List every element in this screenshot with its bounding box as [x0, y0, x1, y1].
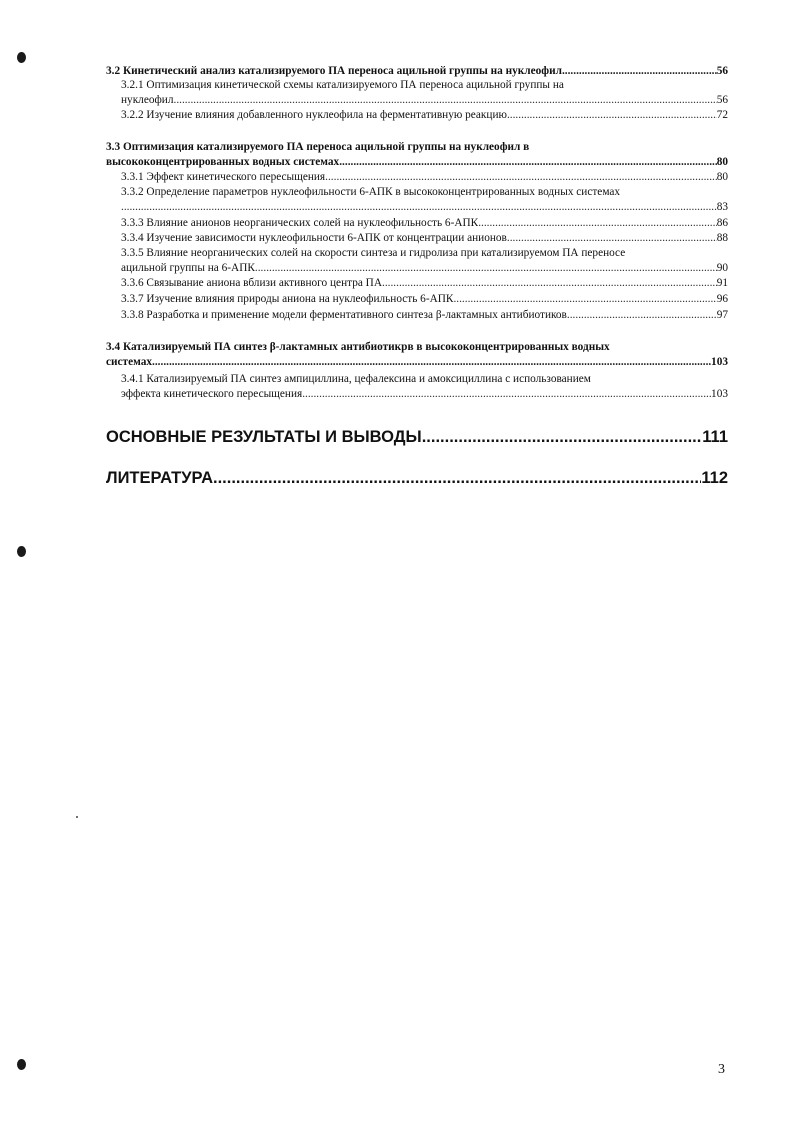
leader-dots	[255, 261, 717, 275]
toc-entry-literature[interactable]: ЛИТЕРАТУРА ..... 112	[106, 468, 728, 488]
toc-entry-3-3-7[interactable]: 3.3.7 Изучение влияния природы аниона на нуклеофильность 6-АПК ..... 96	[121, 292, 728, 306]
page-ref: 86	[716, 217, 728, 229]
leader-dots	[325, 170, 717, 184]
toc-entry-3-4[interactable]: системах ..... 103	[106, 355, 728, 369]
page-ref: 90	[716, 262, 728, 274]
page-ref: 80	[716, 156, 728, 168]
leader-dots	[562, 64, 717, 78]
page-ref: 80	[716, 171, 728, 183]
leader-dots	[507, 108, 717, 122]
toc-entry-3-4-line1[interactable]: 3.4 Катализируемый ПА синтез β-лактамных антибиотикрв в высококонцентрированных водных	[106, 341, 610, 353]
leader-dots	[453, 292, 716, 306]
toc-entry-3-2[interactable]: 3.2 Кинетический анализ катализируемого ПА переноса ацильной группы на нуклеофил ..... 56	[106, 64, 728, 78]
toc-entry-3-3-5-line1[interactable]: 3.3.5 Влияние неорганических солей на скорости синтеза и гидролиза при катализируемом ПА переносе	[121, 247, 626, 259]
toc-entry-3-3-4[interactable]: 3.3.4 Изучение зависимости нуклеофильности 6-АПК от концентрации анионов ..... 88	[121, 231, 728, 245]
toc-entry-results[interactable]: ОСНОВНЫЕ РЕЗУЛЬТАТЫ И ВЫВОДЫ ..... 111	[106, 427, 728, 447]
scan-speck	[76, 816, 78, 818]
toc-entry-3-2-1[interactable]: нуклеофил ..... 56	[121, 93, 728, 107]
toc-entry-3-3-1[interactable]: 3.3.1 Эффект кинетического пересыщения ..... 80	[121, 170, 728, 184]
toc-entry-3-3-2-line1[interactable]: 3.3.2 Определение параметров нуклеофильности 6-АПК в высококонцентрированных водных системах	[121, 186, 621, 198]
toc-entry-3-2-1-line1[interactable]: 3.2.1 Оптимизация кинетической схемы катализируемого ПА переноса ацильной группы на	[121, 79, 564, 91]
page-number: 3	[718, 1062, 725, 1077]
page-ref: 103	[711, 388, 728, 400]
leader-dots	[567, 308, 717, 322]
toc-entry-3-3-2[interactable]	[121, 200, 728, 214]
leader-dots	[339, 155, 716, 169]
binder-hole	[17, 1059, 26, 1070]
page-ref: 56	[716, 94, 728, 106]
leader-dots	[302, 387, 711, 401]
page-ref: 91	[716, 277, 728, 289]
page-ref: 103	[711, 356, 728, 368]
toc-entry-3-4-1[interactable]: эффекта кинетического пересыщения ..... 103	[121, 387, 728, 401]
binder-hole	[17, 52, 26, 63]
page-ref: 96	[716, 293, 728, 305]
leader-dots	[174, 93, 717, 107]
toc-entry-3-3-6[interactable]: 3.3.6 Связывание аниона вблизи активного центра ПА ..... 91	[121, 276, 728, 290]
toc-entry-3-2-2[interactable]: 3.2.2 Изучение влияния добавленного нуклеофила на ферментативную реакцию ..... 72	[121, 108, 728, 122]
toc-entry-3-3-line1[interactable]: 3.3 Оптимизация катализируемого ПА переноса ацильной группы на нуклеофил в	[106, 141, 530, 153]
leader-dots	[478, 216, 717, 230]
binder-hole	[17, 546, 26, 557]
page-ref: 83	[716, 201, 728, 213]
page-ref: 72	[716, 109, 728, 121]
page-ref: 112	[701, 469, 728, 487]
toc-entry-3-3-5[interactable]: ацильной группы на 6-АПК ..... 90	[121, 261, 728, 275]
leader-dots	[422, 427, 703, 447]
leader-dots	[507, 231, 717, 245]
toc-entry-3-3[interactable]: высококонцентрированных водных системах ..... 80	[106, 155, 728, 169]
leader-dots	[382, 276, 717, 290]
page-ref: 111	[702, 428, 728, 446]
toc-entry-3-3-8[interactable]: 3.3.8 Разработка и применение модели ферментативного синтеза β-лактамных антибиотиков ..... 97	[121, 308, 728, 322]
toc-entry-3-3-3[interactable]: 3.3.3 Влияние анионов неорганических солей на нуклеофильность 6-АПК ..... 86	[121, 216, 728, 230]
toc-entry-3-4-1-line1[interactable]: 3.4.1 Катализируемый ПА синтез ампициллина, цефалексина и амоксициллина с использованием	[121, 373, 591, 385]
leader-dots	[152, 355, 711, 369]
page-ref: 56	[716, 65, 728, 77]
leader-dots	[213, 468, 701, 488]
leader-dots	[121, 200, 717, 214]
page-ref: 88	[716, 232, 728, 244]
page-ref: 97	[716, 309, 728, 321]
